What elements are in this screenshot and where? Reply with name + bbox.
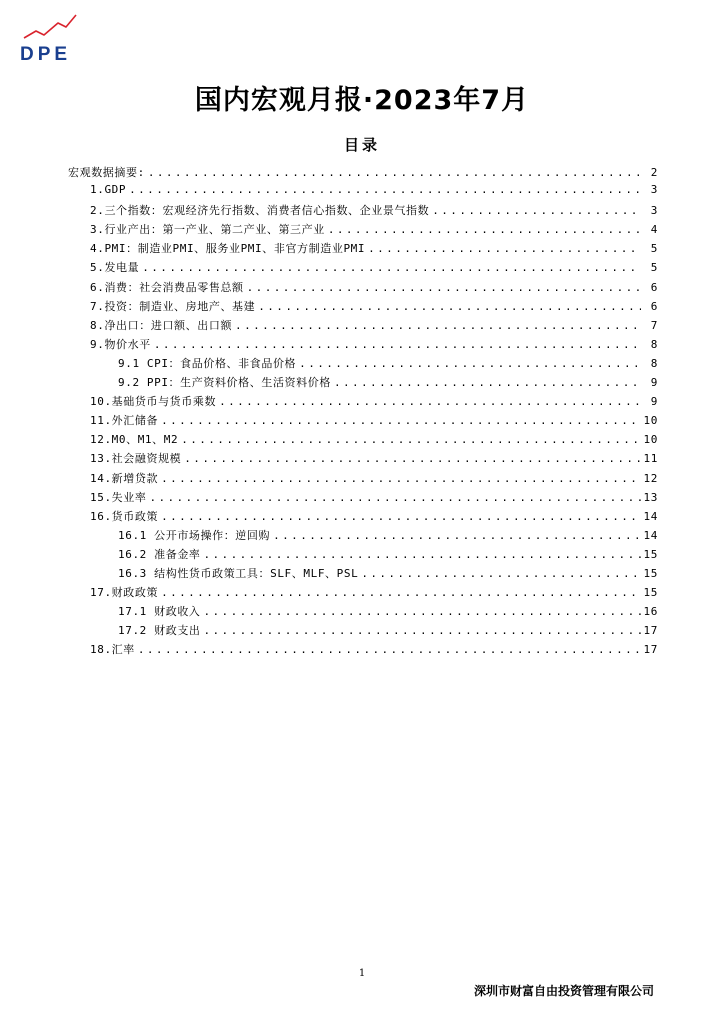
toc-entry-page: 8 [650, 356, 658, 370]
toc-entry-page: 6 [650, 280, 658, 294]
toc-dot-leader [161, 510, 640, 523]
toc-entry-page: 17 [643, 624, 658, 638]
toc-entry[interactable] [68, 298, 658, 317]
toc-entry[interactable] [68, 374, 658, 393]
toc-dot-leader [361, 567, 640, 580]
toc-entry[interactable] [68, 393, 658, 412]
toc-entry-title: 16.货币政策 [90, 509, 159, 523]
rising-line-chart-logo-icon [22, 14, 78, 42]
toc-entry-page: 13 [643, 490, 658, 504]
page-number: 1 [358, 968, 366, 979]
toc-entry-title: 10.基础货币与货币乘数 [90, 395, 217, 409]
toc-entry-page: 8 [650, 337, 658, 351]
toc-entry-title: 12.M0、M1、M2 [90, 433, 179, 447]
toc-entry[interactable] [68, 584, 658, 603]
toc-entry-title: 11.外汇储备 [90, 414, 159, 428]
toc-entry-page: 7 [650, 318, 658, 332]
toc-entry[interactable] [68, 259, 658, 278]
report-title: 国内宏观月报·2023年7月 [194, 85, 530, 116]
toc-entry-title: 15.失业率 [90, 490, 147, 504]
toc-entry[interactable] [68, 546, 658, 565]
toc-entry-title: 宏观数据摘要: [68, 166, 145, 179]
toc-entry[interactable] [68, 183, 658, 202]
toc-dot-leader [149, 491, 640, 504]
toc-entry-title: 16.1 公开市场操作：逆回购 [118, 528, 271, 542]
toc-entry[interactable] [68, 489, 658, 508]
toc-entry-page: 12 [643, 471, 658, 485]
toc-entry[interactable] [68, 450, 658, 469]
toc-entry[interactable] [68, 336, 658, 355]
toc-entry-title: 3.行业产出：第一产业、第二产业、第三产业 [90, 223, 325, 237]
footer-company-name: 深圳市财富自由投资管理有限公司 [473, 984, 654, 998]
toc-entry[interactable] [68, 221, 658, 240]
toc-dot-leader [219, 395, 641, 408]
toc-entry-page: 9 [650, 395, 658, 409]
toc-dot-leader [184, 452, 640, 465]
toc-entry-page: 4 [650, 223, 658, 237]
toc-dot-leader [273, 529, 640, 542]
toc-entry-page: 10 [643, 414, 658, 428]
toc-entry-page: 14 [643, 509, 658, 523]
toc-entry-page: 17 [643, 643, 658, 657]
toc-entry-page: 10 [643, 433, 658, 447]
toc-entry[interactable] [68, 202, 658, 221]
toc-entry-page: 15 [643, 586, 658, 600]
toc-entry-title: 17.2 财政支出 [118, 624, 201, 638]
toc-entry-page: 3 [650, 204, 658, 218]
toc-entry[interactable] [68, 279, 658, 298]
toc-entry-page: 6 [650, 299, 658, 313]
toc-entry-title: 17.财政政策 [90, 586, 159, 600]
toc-entry-title: 1.GDP [90, 183, 127, 197]
toc-entry[interactable] [68, 431, 658, 450]
toc-entry-title: 5.发电量 [90, 261, 140, 275]
toc-dot-leader [235, 319, 641, 332]
toc-dot-leader [328, 223, 641, 236]
logo-text: DPE [20, 44, 72, 65]
toc-dot-leader [142, 261, 641, 274]
toc-entry-page: 16 [643, 605, 658, 619]
toc-entry[interactable] [68, 565, 658, 584]
toc-entry-title: 8.净出口：进口额、出口额 [90, 318, 233, 332]
toc-dot-leader [181, 433, 640, 446]
toc-dot-leader [161, 586, 640, 599]
toc-entry-title: 6.消费：社会消费品零售总额 [90, 280, 244, 294]
toc-dot-leader [258, 300, 641, 313]
toc-entry-title: 13.社会融资规模 [90, 452, 182, 466]
toc-entry-page: 3 [650, 183, 658, 197]
toc-dot-leader [148, 166, 641, 179]
toc-entry-page: 9 [650, 376, 658, 390]
toc-entry-title: 17.1 财政收入 [118, 605, 201, 619]
toc-entry[interactable] [68, 508, 658, 527]
toc-dot-leader [161, 414, 640, 427]
toc-entry-title: 4.PMI：制造业PMI、服务业PMI、非官方制造业PMI [90, 242, 366, 256]
toc-entry[interactable] [68, 641, 658, 660]
toc-dot-leader [368, 242, 641, 255]
toc-dot-leader [334, 376, 641, 389]
toc-entry-page: 2 [650, 166, 658, 179]
toc-heading: 目录 [343, 136, 380, 154]
toc-dot-leader [204, 605, 641, 618]
toc-dot-leader [138, 643, 641, 656]
toc-dot-leader [204, 624, 641, 637]
toc-entry[interactable] [68, 622, 658, 641]
toc-entry-page: 15 [643, 566, 658, 580]
toc-entry[interactable] [68, 355, 658, 374]
toc-entry-page: 15 [643, 547, 658, 561]
toc-entry[interactable] [68, 527, 658, 546]
toc-entry-title: 9.物价水平 [90, 337, 151, 351]
company-logo [18, 14, 82, 68]
toc-entry[interactable] [68, 412, 658, 431]
toc-entry-page: 14 [643, 528, 658, 542]
toc-dot-leader [161, 472, 640, 485]
toc-entry[interactable] [68, 164, 658, 183]
toc-dot-leader [204, 548, 641, 561]
table-of-contents [68, 164, 658, 660]
toc-dot-leader [247, 281, 641, 294]
toc-entry-title: 16.3 结构性货币政策工具：SLF、MLF、PSL [118, 566, 359, 580]
toc-entry-title: 7.投资：制造业、房地产、基建 [90, 299, 256, 313]
toc-entry-title: 2.三个指数：宏观经济先行指数、消费者信心指数、企业景气指数 [90, 204, 430, 218]
toc-dot-leader [129, 183, 641, 196]
toc-entry-title: 9.1 CPI：食品价格、非食品价格 [118, 356, 297, 370]
toc-entry[interactable] [68, 603, 658, 622]
toc-entry-title: 18.汇率 [90, 643, 135, 657]
toc-entry-page: 5 [650, 242, 658, 256]
toc-dot-leader [299, 357, 641, 370]
toc-entry-page: 11 [643, 452, 658, 466]
toc-dot-leader [432, 204, 641, 217]
toc-dot-leader [154, 338, 641, 351]
toc-entry-page: 5 [650, 261, 658, 275]
toc-entry-title: 16.2 准备金率 [118, 547, 201, 561]
toc-entry[interactable] [68, 470, 658, 489]
toc-entry-title: 9.2 PPI：生产资料价格、生活资料价格 [118, 376, 331, 390]
toc-entry[interactable] [68, 240, 658, 259]
toc-entry-title: 14.新增贷款 [90, 471, 159, 485]
toc-entry[interactable] [68, 317, 658, 336]
